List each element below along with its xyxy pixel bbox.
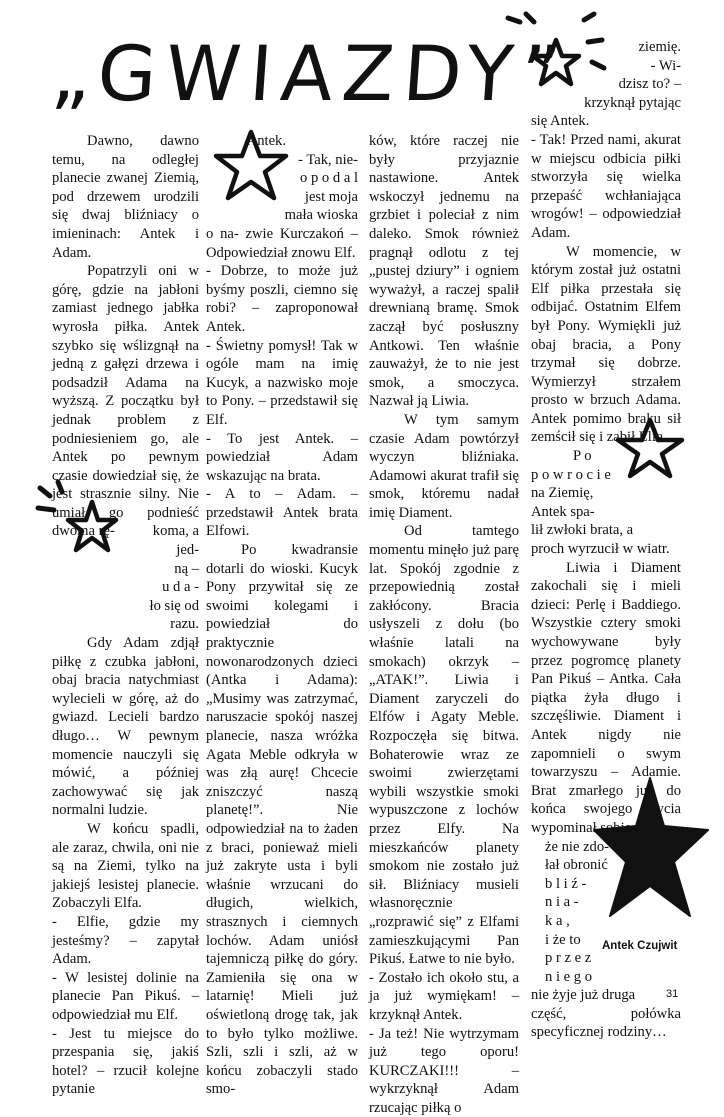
paragraph: - Elfie, gdzie my jesteśmy? – zapytał Adam. (52, 913, 199, 969)
paragraph-line: nie żyje już druga (531, 986, 681, 1005)
paragraph: - A to – Adam. – przedstawił Antek brata Elfowi. (206, 485, 358, 541)
paragraph-line: na Ziemię, (531, 484, 681, 503)
paragraph-line: się Antek. (531, 112, 681, 131)
paragraph: - Świetny pomysł! Tak w ogóle mam na imię Kucyk, a nazwisko moje to Pony. – przedstawił się Elf. (206, 337, 358, 430)
page-number: 31 (666, 988, 678, 1000)
paragraph-line: i że to (531, 931, 681, 950)
paragraph: Popatrzyli oni w górę, gdzie na jabłoni zamiast jednego jabłka wyrosła piłka. Antek szybko się wślizgnął na jedną z gałęzi drzewa i podsadził Adama na wyższą. Z początku był jednak problem z podniesieniem go, ale Antek po pewnym czasie dowiedział się, że jest strasznie silny. Nie umiał go podnieść dwoma rę- (52, 262, 199, 541)
author-signature: Antek Czujwit (602, 940, 677, 952)
paragraph-line: razu. (52, 615, 199, 634)
paragraph-line: część, połówka specyficznej rodziny… (531, 1005, 681, 1042)
paragraph-line: n i e g o (531, 968, 681, 987)
paragraph-line: łał obronić (531, 856, 681, 875)
paragraph-line: n i a - (531, 893, 681, 912)
paragraph: Od tamtego momentu minęło już parę lat. Spokój zgodnie z przepowiednią został zakłócony. Bracia usłyszeli z dołu (bo właśnie latali na smokach) okrzyk – „ATAK!”. Liwia i Diament zaryczeli do Elfów i Agaty Meble. Rozpoczęła się bitwa. Bohaterowie wraz ze swoimi zwierzętami wybili wszystkie smoki wypuszczone z lochów przez Elfy. Na mieszkańców planety smokom nie zostało już sił. Bliźniacy musieli własnoręcznie „rozprawić się” z Elfami zamieszkującymi Pan Pikuś. Łatwe to nie było. (369, 522, 519, 968)
paragraph: - Zostało ich około stu, a ja już wymiękam! – krzyknął Antek. (369, 969, 519, 1025)
paragraph: - W lesistej dolinie na planecie Pan Pikuś. – odpowiedział mu Elf. (52, 969, 199, 1025)
paragraph-line: o p o d a l (206, 169, 358, 188)
paragraph: W końcu spadli, ale zaraz, chwila, oni nie są na Ziemi, tylko na jakiejś lesistej planecie. Zobaczyli Elfa. (52, 820, 199, 913)
paragraph-line: krzyknął pytając (531, 94, 681, 113)
paragraph: Liwia i Diament zakochali się i mieli dzieci: Perlę i Baddiego. Wszystkie cztery smoki wychowywane były przez pogromcę planety Pan Pikuś – Antka. Cała piątka żyła długo i szczęśliwie. Diament i Antek nigdy nie zapomnieli o swym towarzyszu – Adamie. Brat zmarłego już do końca swojego życia wypominał sobie, (531, 559, 681, 838)
column-3 (369, 132, 519, 1117)
paragraph-line: b l i ź - (531, 875, 681, 894)
paragraph-line: mała wioska (206, 206, 358, 225)
paragraph-line: że nie zdo- (531, 838, 681, 857)
paragraph-line: Antek spa- (531, 503, 681, 522)
paragraph-line: jed- (52, 541, 199, 560)
paragraph-line: u d a - (52, 578, 199, 597)
paragraph: - Dobrze, to może już byśmy poszli, ciemno się robi? – zaproponował Antek. (206, 262, 358, 336)
paragraph-line: p o w r o c i e (531, 466, 681, 485)
paragraph-line: ziemię. (531, 38, 681, 57)
paragraph-line: proch wyrzucił w wiatr. (531, 540, 681, 559)
paragraph: W momencie, w którym został już ostatni Elf piłka przestała się odbijać. Ostatnim Elfem był Pony. Wymiękli już obaj bracia, a Pony trzymał się dobrze. Wymierzył strzałem prosto w brzuch Adama. Antek pomimo braku sił zemścił się i zabił Elfa. (531, 243, 681, 448)
paragraph-line: p r z e z (531, 949, 681, 968)
paragraph: ków, które raczej nie były przyjaznie nastawione. Antek wskoczył jednemu na grzbiet i poleciał z nim daleko. Smok również pragnął odlotu z tej „pustej dziury” i ogniem wyważył, a raczej spalił drewnianą bramę. Smok zaczął być posłuszny Antkowi. Ten właśnie zauważył, że to nie jest smok, a smoczyca. Nazwał ją Liwia. (369, 132, 519, 411)
paragraph-line: koma, a (52, 522, 199, 541)
page-title: „GWIAZDY” (49, 28, 515, 120)
paragraph: - Tak! Przed nami, akurat w miejscu odbicia piłki stworzyła się wielka przepaść wchłaniająca wrogów! – odpowiedział Adam. (531, 131, 681, 243)
paragraph-line: k a , (531, 912, 681, 931)
paragraph: Po kwadransie dotarli do wioski. Kucyk Pony przywitał się ze swoimi kolegami i powiedział do praktycznie nowonarodzonych dzieci (Antka i Adama): „Musimy was zatrzymać, naruszacie spokój naszej planecie, nasza wróżka Agata Meble odkryła w was złą aurę! Chcecie zniszczyć naszą planetę!”. Nie odpowiedział na to żaden z braci, ponieważ mieli już zakryte usta i byli właśnie wrzucani do długich, wielkich, strasznych i ciemnych lochów. Adam uniósł tajemniczą piłkę do góry. Zamieniła się ona w latarnię! Mieli już oświetloną drogę tak, jak to było tylko możliwe. Szli, szli i szli, aż w końcu zobaczyli stado smo- (206, 541, 358, 1099)
paragraph-line: - Tak, nie- (206, 151, 358, 170)
paragraph-line: dzisz to? – (531, 75, 681, 94)
paragraph-line: ło się od (52, 597, 199, 616)
paragraph: W tym samym czasie Adam powtórzył wyczyn bliźniaka. Adamowi akurat trafił się smok, któremu nadał imię Diament. (369, 411, 519, 523)
paragraph: Gdy Adam zdjął piłkę z czubka jabłoni, obaj bracia natychmiast wylecieli w górę, aż do gwiazd. Lecieli bardzo długo… W pewnym momencie nauczyli się mówić, a później zachowywać się jak normalni ludzie. (52, 634, 199, 820)
paragraph: Dawno, dawno temu, na odległej planecie zwanej Ziemią, pod drzewem urodzili się dwaj bliźniacy o imieninach: Antek i Adam. (52, 132, 199, 262)
paragraph: - Jest tu miejsce do przespania się, jakiś hotel? – rzucił kolejne pytanie (52, 1025, 199, 1099)
column-2 (206, 132, 358, 1099)
paragraph-line: lił zwłoki brata, a (531, 521, 681, 540)
paragraph-line: P o (531, 447, 681, 466)
paragraph: - To jest Antek. – powiedział Adam wskazując na brata. (206, 430, 358, 486)
paragraph: - Ja też! Nie wytrzymam już tego oporu! KURCZAKI!!! – wykrzyknął Adam rzucając piłką o (369, 1025, 519, 1117)
column-1 (52, 132, 199, 1099)
column-4 (531, 38, 681, 1042)
paragraph-line: Antek. (206, 132, 358, 151)
paragraph-line: jest moja (206, 188, 358, 207)
paragraph: o na- zwie Kurczakoń – Odpowiedział znowu Elf. (206, 225, 358, 262)
paragraph-line: - Wi- (531, 57, 681, 76)
paragraph-line: ną – (52, 560, 199, 579)
